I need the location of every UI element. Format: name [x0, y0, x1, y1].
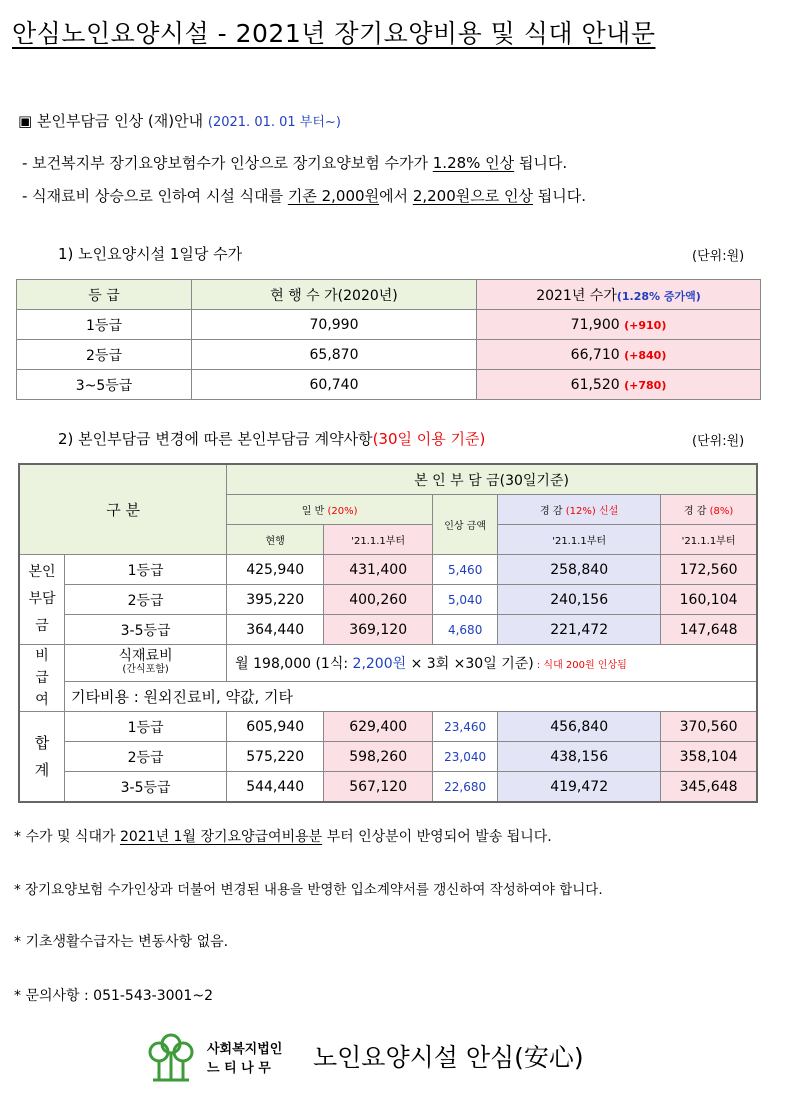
info-line-2-emphasis-2: 2,200원으로 인상	[412, 187, 533, 205]
total-grade: 3-5등급	[65, 772, 227, 803]
fee-new-value: 71,900	[570, 316, 620, 333]
table-row	[19, 772, 757, 803]
section-1-heading: 1) 노인요양시설 1일당 수가	[58, 245, 243, 263]
copay-table	[18, 463, 758, 803]
total-reduced-12: 419,472	[498, 772, 661, 803]
copay-header-reduced-12-note: 신설	[595, 506, 619, 517]
note-1-emphasis: 2021년 1월 장기요양급여비용분	[119, 829, 323, 845]
copay-header-from-reduced-12: '21.1.1부터	[498, 525, 661, 555]
info-line-2-post: 됩니다.	[532, 187, 586, 205]
meal-label-cell	[65, 645, 227, 682]
fee-current: 60,740	[192, 370, 477, 400]
copay-header-reduced-8-label: 경 감	[683, 506, 710, 517]
meal-label: 식재료비	[118, 648, 173, 664]
total-reduced-8: 358,104	[661, 742, 757, 772]
copay-current: 395,220	[227, 585, 324, 615]
table-row	[19, 682, 757, 712]
section-2-heading-text: 2) 본인부담금 변경에 따른 본인부담금 계약사항	[58, 430, 373, 448]
note-3: * 기초생활수급자는 변동사항 없음.	[14, 934, 229, 950]
info-line-2-emphasis-1: 기존 2,000원	[287, 187, 380, 205]
copay-header-increase: 인상 금액	[433, 495, 498, 555]
total-general: 629,400	[324, 712, 433, 742]
copay-reduced-12: 258,840	[498, 555, 661, 585]
total-reduced-12: 438,156	[498, 742, 661, 772]
fee-new	[477, 370, 761, 400]
total-general: 567,120	[324, 772, 433, 803]
fee-table	[16, 279, 761, 400]
copay-header-current: 현행	[227, 525, 324, 555]
fee-current: 70,990	[192, 310, 477, 340]
note-2: * 장기요양보험 수가인상과 더불어 변경된 내용을 반영한 입소계약서를 갱신하여 작성하여야 합니다.	[14, 882, 603, 898]
total-grade: 2등급	[65, 742, 227, 772]
copay-reduced-12: 240,156	[498, 585, 661, 615]
info-line-2	[22, 185, 586, 206]
copay-header-reduced-12-label: 경 감	[540, 506, 566, 517]
note-1-post: 부터 인상분이 반영되어 발송 됩니다.	[322, 829, 552, 845]
info-line-1	[22, 152, 567, 173]
tree-logo-icon	[145, 1032, 199, 1084]
fee-grade: 3~5등급	[17, 370, 192, 400]
table-row	[19, 712, 757, 742]
copay-general: 431,400	[324, 555, 433, 585]
table-row	[19, 555, 757, 585]
copay-group-self: 본인 부담 금	[19, 555, 65, 645]
table-row	[19, 742, 757, 772]
copay-general: 369,120	[324, 615, 433, 645]
total-grade: 1등급	[65, 712, 227, 742]
copay-grade: 3-5등급	[65, 615, 227, 645]
fee-header-new	[477, 280, 761, 310]
note-1	[14, 826, 552, 846]
copay-reduced-12: 221,472	[498, 615, 661, 645]
copay-header-general-label: 일 반	[301, 506, 328, 517]
fee-header-grade: 등 급	[17, 280, 192, 310]
section-1-unit: (단위:원)	[692, 249, 745, 264]
copay-increase: 4,680	[433, 615, 498, 645]
total-current: 575,220	[227, 742, 324, 772]
copay-header-general-pct: (20%)	[327, 506, 358, 517]
meal-detail-price: 2,200원	[352, 656, 407, 672]
fee-header-new-label: 2021년 수가	[536, 287, 617, 304]
info-line-1-post: 됩니다.	[514, 154, 568, 172]
info-line-2-mid: 에서	[379, 187, 413, 205]
total-current: 605,940	[227, 712, 324, 742]
copay-header-from-general: '21.1.1부터	[324, 525, 433, 555]
fee-new	[477, 310, 761, 340]
total-increase: 23,460	[433, 712, 498, 742]
copay-reduced-8: 172,560	[661, 555, 757, 585]
fee-grade: 1등급	[17, 310, 192, 340]
table-row	[19, 585, 757, 615]
note-1-pre: * 수가 및 식대가	[14, 829, 120, 845]
copay-header-reduced-12	[498, 495, 661, 525]
total-general: 598,260	[324, 742, 433, 772]
fee-current: 65,870	[192, 340, 477, 370]
info-line-2-pre: - 식재료비 상승으로 인하여 시설 식대를	[22, 187, 288, 205]
copay-group-nonpay: 비 급 여	[19, 645, 65, 712]
total-current: 544,440	[227, 772, 324, 803]
notice-marker: ▣	[18, 112, 33, 130]
total-increase: 22,680	[433, 772, 498, 803]
table-row	[19, 645, 757, 682]
meal-detail-post: × 3회 ×30일 기준)	[406, 656, 534, 672]
copay-header-from-reduced-8: '21.1.1부터	[661, 525, 757, 555]
total-reduced-8: 370,560	[661, 712, 757, 742]
notice-date: (2021. 01. 01 부터~)	[207, 115, 341, 130]
meal-detail-pre: 월 198,000 (1식:	[235, 656, 353, 672]
info-line-1-emphasis: 1.28% 인상	[432, 154, 515, 172]
copay-header-general	[227, 495, 433, 525]
copay-general: 400,260	[324, 585, 433, 615]
notice-heading	[18, 110, 341, 131]
fee-header-new-note: (1.28% 증가액)	[616, 289, 701, 303]
copay-header-main: 본 인 부 담 금(30일기준)	[227, 464, 757, 495]
copay-increase: 5,040	[433, 585, 498, 615]
copay-header-reduced-12-pct: (12%)	[565, 506, 596, 517]
fee-increase: (+780)	[624, 378, 667, 392]
total-reduced-8: 345,648	[661, 772, 757, 803]
fee-header-current: 현 행 수 가(2020년)	[192, 280, 477, 310]
fee-increase: (+910)	[624, 318, 667, 332]
section-2-heading-red: (30일 이용 기준)	[372, 430, 486, 448]
fee-grade: 2등급	[17, 340, 192, 370]
meal-sublabel: (간식포함)	[122, 664, 169, 675]
meal-detail-note: : 식대 200원 인상됨	[533, 660, 627, 671]
section-2-unit: (단위:원)	[692, 434, 745, 449]
table-row	[17, 370, 761, 400]
other-costs: 기타비용 : 원외진료비, 약값, 기타	[65, 682, 758, 712]
info-line-1-pre: - 보건복지부 장기요양보험수가 인상으로 장기요양보험 수가가	[22, 154, 433, 172]
copay-group-total: 합 계	[19, 712, 65, 803]
table-row	[19, 615, 757, 645]
footer-facility-name: 노인요양시설 안심(安心)	[313, 1043, 584, 1072]
fee-new	[477, 340, 761, 370]
copay-grade: 2등급	[65, 585, 227, 615]
footer-org-line-2: 느 티 나 무	[207, 1061, 271, 1076]
page-title: 안심노인요양시설 - 2021년 장기요양비용 및 식대 안내문	[12, 19, 656, 48]
footer-org-line-1: 사회복지법인	[207, 1042, 283, 1057]
notice-heading-text: 본인부담금 인상 (재)안내	[36, 112, 204, 130]
table-row	[17, 340, 761, 370]
copay-header-reduced-8-pct: (8%)	[709, 506, 734, 517]
copay-increase: 5,460	[433, 555, 498, 585]
fee-new-value: 66,710	[570, 346, 620, 363]
total-reduced-12: 456,840	[498, 712, 661, 742]
copay-current: 364,440	[227, 615, 324, 645]
total-increase: 23,040	[433, 742, 498, 772]
copay-header-gubun: 구 분	[19, 464, 227, 555]
copay-grade: 1등급	[65, 555, 227, 585]
copay-reduced-8: 147,648	[661, 615, 757, 645]
section-2-heading	[58, 428, 485, 449]
fee-increase: (+840)	[624, 348, 667, 362]
note-4: * 문의사항 : 051-543-3001~2	[14, 988, 213, 1004]
meal-detail	[227, 645, 757, 682]
copay-header-reduced-8	[661, 495, 757, 525]
copay-current: 425,940	[227, 555, 324, 585]
fee-new-value: 61,520	[570, 376, 620, 393]
copay-reduced-8: 160,104	[661, 585, 757, 615]
table-row	[17, 310, 761, 340]
